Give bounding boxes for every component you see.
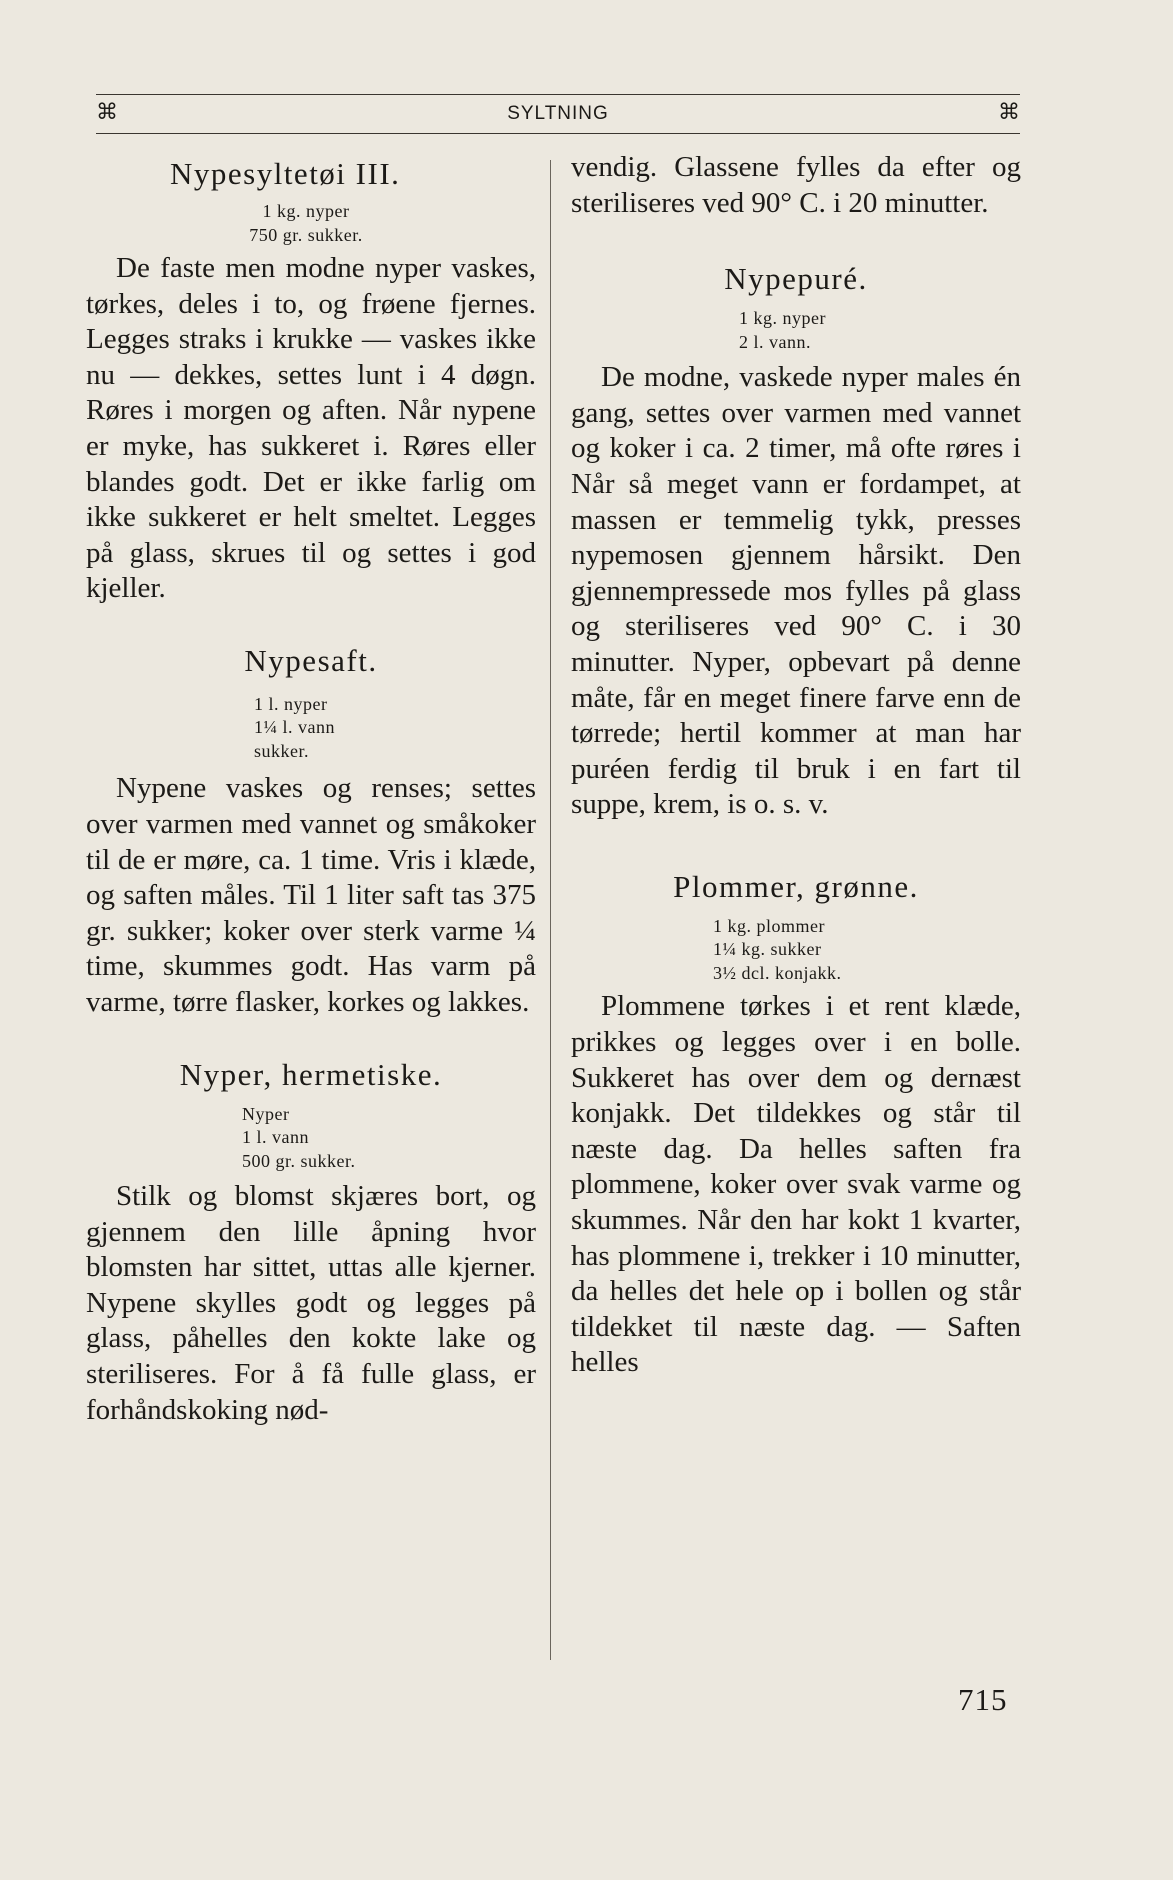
recipe-text: Plommene tørkes i et rent klæde, prikkes og legges over i en bolle. Sukkeret has over dem og dernæst konjakk. Det tildekkes og står til næste dag. Da helles saften fra plommene, koker over svak varme og skummes. Når den har kokt 1 kvarter, has plommene i, trekker i 10 minutter, da helles det hele op i bollen og står tildekket til næste dag. — Saften helles — [571, 990, 1021, 1379]
recipe-title-nypepure: Nypepuré. — [724, 261, 868, 297]
ingredient: 1¼ l. vann — [254, 717, 335, 738]
recipe-title-nypesaft: Nypesaft. — [244, 642, 378, 678]
left-column — [86, 150, 536, 1428]
ingredient: Nyper — [242, 1103, 290, 1124]
recipe-text: Stilk og blomst skjæres bort, og gjennem den lille åpning hvor blomsten har sittet, uttas alle kjerner. Nypene skylles godt og legges på glass, påhelles den kokte lake og steriliseres. For å få fulle glass, er forhåndskoking nød- — [86, 1180, 536, 1426]
recipe-text-continued: vendig. Glassene fylles da efter og steriliseres ved 90° C. i 20 minutter. — [571, 151, 1021, 219]
ingredient: sukker. — [254, 740, 309, 761]
recipe-text: Nypene vaskes og renses; settes over varmen med vannet og småkoker til de er møre, ca. 1 time. Vris i klæde, og saften måles. Til 1 liter saft tas 375 gr. sukker; koker over sterk varme ¼ time, skummes godt. Has varm på varme, tørre flasker, korkes og lakkes. — [86, 772, 536, 1018]
ingredient: 1 l. vann — [242, 1127, 309, 1148]
page-number: 715 — [958, 1682, 1008, 1717]
recipe-text: De faste men modne nyper vaskes, tørkes, deles i to, og frøene fjernes. Legges straks i krukke — vaskes ikke nu — dekkes, settes lunt i 4 døgn. Røres i morgen og aften. Når nypene er myke, has sukkeret i. Røres eller blandes godt. Det er ikke farlig om ikke sukkeret er helt smeltet. Legges på glass, skrues til og settes i god kjeller. — [86, 252, 536, 605]
running-header — [96, 94, 1020, 134]
recipe-title-nyper-hermetiske: Nyper, hermetiske. — [179, 1056, 443, 1092]
ornament-left-icon: ⌘ — [96, 100, 118, 125]
ingredient-list — [571, 307, 1021, 354]
ingredient: 500 gr. sukker. — [242, 1150, 356, 1171]
ingredient: 1 kg. plommer — [713, 915, 825, 936]
ingredient-list — [571, 915, 1021, 986]
ingredient: 1¼ kg. sukker — [713, 939, 822, 960]
ingredient: 1 kg. nyper — [739, 308, 826, 329]
ingredient: 3½ dcl. konjakk. — [713, 962, 842, 983]
ingredient: 2 l. vann. — [739, 331, 811, 352]
ingredient-list — [86, 693, 536, 764]
recipe-title-nypesyltetoi: Nypesyltetøi III. — [170, 156, 401, 191]
column-divider — [550, 160, 551, 1660]
ingredient: 750 gr. sukker. — [249, 224, 363, 245]
ornament-right-icon: ⌘ — [998, 100, 1020, 125]
running-title: SYLTNING — [507, 103, 609, 124]
ingredient-list — [86, 1103, 536, 1174]
recipe-title-plommer: Plommer, grønne. — [673, 868, 919, 904]
ingredient: 1 kg. nyper — [262, 201, 350, 221]
right-column — [571, 150, 1021, 1381]
recipe-text: De modne, vaskede nyper males én gang, settes over varmen med vannet og koker i ca. 2 timer, må ofte røres i Når så meget vann er fordampet, at massen er temmelig tykk, presses nypemosen gjennem hårsikt. Den gjennempressede mos fylles på glass og steriliseres ved 90° C. i 30 minutter. Nyper, opbevart på denne måte, får en meget finere farve enn de tørrede; hertil kommer at man har puréen ferdig til bruk i en fart til suppe, krem, is o. s. v. — [571, 361, 1021, 821]
ingredient: 1 l. nyper — [254, 693, 328, 714]
ingredient-list — [86, 200, 536, 247]
